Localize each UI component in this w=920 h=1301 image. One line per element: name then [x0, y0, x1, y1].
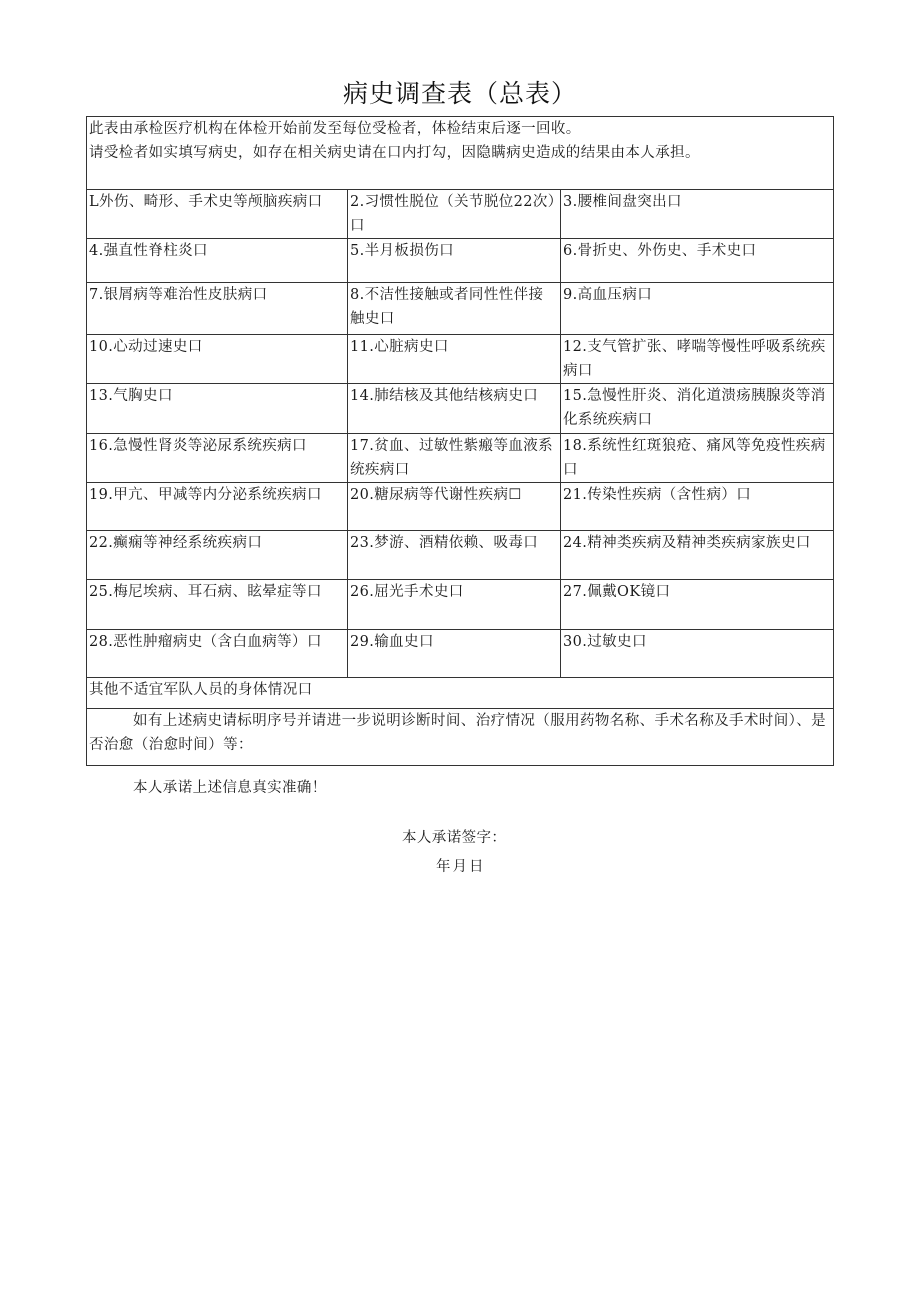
history-item-29[interactable]: 29.输血史口	[348, 630, 561, 678]
history-item-16[interactable]: 16.急慢性肾炎等泌尿系统疾病口	[87, 434, 348, 483]
table-row	[87, 630, 834, 678]
history-item-17[interactable]: 17.贫血、过敏性紫瘢等血液系统疾病口	[348, 434, 561, 483]
history-item-14[interactable]: 14.肺结核及其他结核病史口	[348, 384, 561, 434]
history-item-7[interactable]: 7.银屑病等难治性皮肤病口	[87, 283, 348, 335]
history-item-3[interactable]: 3.腰椎间盘突出口	[561, 190, 834, 239]
history-item-6[interactable]: 6.骨折史、外伤史、手术史口	[561, 239, 834, 283]
intro-line-1: 此表由承检医疗机构在体检开始前发至每位受检者，体检结束后逐一回收。	[89, 121, 581, 137]
promise-statement: 本人承诺上述信息真实准确！	[133, 780, 327, 796]
table-row	[87, 283, 834, 335]
history-item-10[interactable]: 10.心动过速史口	[87, 335, 348, 384]
history-item-25[interactable]: 25.梅尼埃病、耳石病、眩晕症等口	[87, 580, 348, 630]
history-item-12[interactable]: 12.支气管扩张、哮喘等慢性呼吸系统疾病口	[561, 335, 834, 384]
history-item-20[interactable]: 20.糖尿病等代谢性疾病☐	[348, 483, 561, 531]
other-row	[87, 678, 834, 709]
page-title: 病史调查表（总表）	[342, 79, 577, 108]
history-item-4[interactable]: 4.强直性脊柱炎口	[87, 239, 348, 283]
table-row	[87, 239, 834, 283]
table-row	[87, 384, 834, 434]
history-item-28[interactable]: 28.恶性肿瘤病史（含白血病等）口	[87, 630, 348, 678]
history-item-15[interactable]: 15.急慢性肝炎、消化道溃疡胰腺炎等消化系统疾病口	[561, 384, 834, 434]
table-row	[87, 434, 834, 483]
history-item-22[interactable]: 22.癫痫等神经系统疾病口	[87, 531, 348, 580]
table-row	[87, 190, 834, 239]
history-item-19[interactable]: 19.甲亢、甲减等内分泌系统疾病口	[87, 483, 348, 531]
detail-note-field[interactable]: 如有上述病史请标明序号并请进一步说明诊断时间、治疗情况（服用药物名称、手术名称及手术时间）、是否治愈（治愈时间）等：	[87, 709, 834, 766]
date-label: 年月日	[436, 859, 486, 875]
history-item-13[interactable]: 13.气胸史口	[87, 384, 348, 434]
history-item-27[interactable]: 27.佩戴OK镜口	[561, 580, 834, 630]
table-row	[87, 580, 834, 630]
history-item-11[interactable]: 11.心脏病史口	[348, 335, 561, 384]
history-item-9[interactable]: 9.高血压病口	[561, 283, 834, 335]
history-item-1[interactable]: L外伤、畸形、手术史等颅脑疾病口	[87, 190, 348, 239]
intro-row	[87, 117, 834, 190]
history-item-21[interactable]: 21.传染性疾病（含性病）口	[561, 483, 834, 531]
history-item-26[interactable]: 26.屈光手术史口	[348, 580, 561, 630]
history-item-8[interactable]: 8.不洁性接触或者同性性伴接触史口	[348, 283, 561, 335]
table-row	[87, 483, 834, 531]
note-row	[87, 709, 834, 766]
history-item-30[interactable]: 30.过敏史口	[561, 630, 834, 678]
history-item-5[interactable]: 5.半月板损伤口	[348, 239, 561, 283]
table-row	[87, 335, 834, 384]
intro-line-2: 请受检者如实填写病史，如存在相关病史请在口内打勾，因隐瞒病史造成的结果由本人承担。	[89, 145, 700, 161]
history-item-24[interactable]: 24.精神类疾病及精神类疾病家族史口	[561, 531, 834, 580]
history-item-23[interactable]: 23.梦游、酒精依赖、吸毒口	[348, 531, 561, 580]
table-row	[87, 531, 834, 580]
medical-history-table	[86, 116, 834, 766]
history-item-2[interactable]: 2.习惯性脱位（关节脱位22次）口	[348, 190, 561, 239]
history-item-18[interactable]: 18.系统性红斑狼疮、痛风等免疫性疾病口	[561, 434, 834, 483]
signature-label: 本人承诺签字：	[402, 830, 507, 846]
intro-cell	[87, 117, 834, 190]
other-conditions-item[interactable]: 其他不适宜军队人员的身体情况口	[87, 678, 834, 709]
